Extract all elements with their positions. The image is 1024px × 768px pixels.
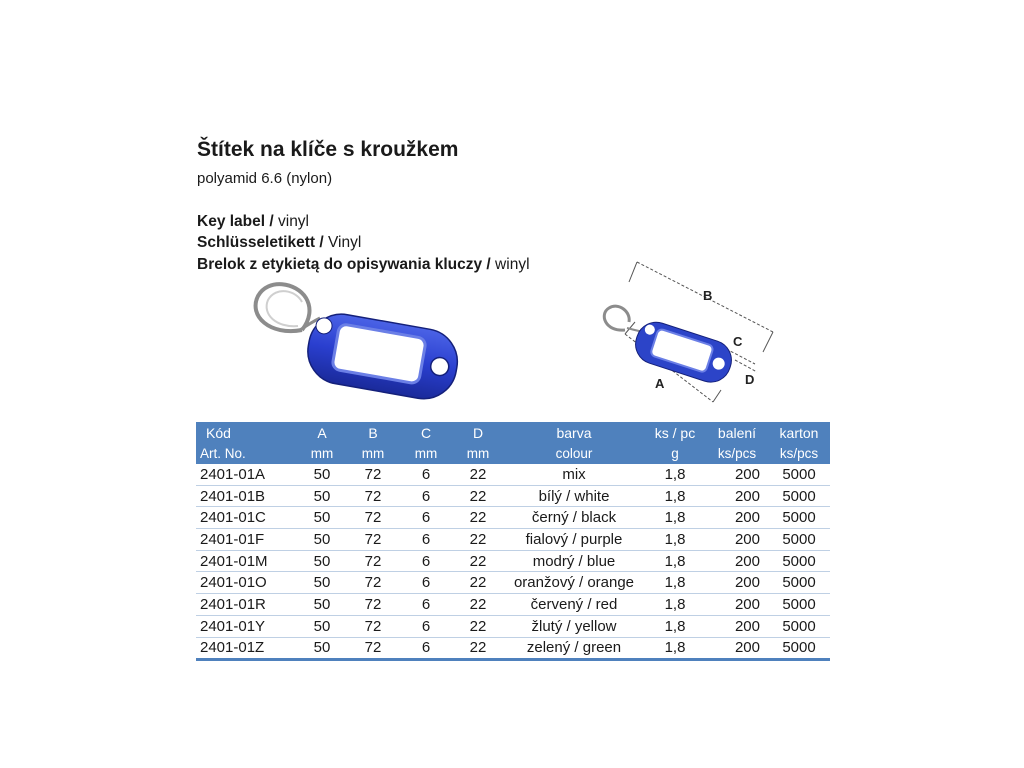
pack-cell: 200 — [734, 639, 760, 657]
col-subheader: mm — [346, 443, 400, 464]
pack-cell: 200 — [734, 552, 760, 570]
dim-c-cell: 6 — [421, 552, 431, 570]
table-row — [196, 637, 830, 660]
pack-cell: 200 — [734, 595, 760, 613]
col-subheader: mm — [298, 443, 346, 464]
colour-cell: fialový / purple — [525, 530, 623, 548]
table-row — [196, 572, 830, 594]
art-no-cell: 2401-01B — [200, 487, 266, 505]
dim-c-cell: 6 — [421, 595, 431, 613]
table-row — [196, 550, 830, 572]
weight-cell: 1,8 — [664, 465, 686, 483]
dim-c-cell: 6 — [421, 574, 431, 592]
art-no-cell: 2401-01O — [200, 574, 267, 592]
dim-d-cell: 22 — [469, 639, 487, 657]
art-no-cell: 2401-01M — [200, 552, 268, 570]
col-header: karton — [768, 422, 830, 443]
dim-c-cell: 6 — [421, 617, 431, 635]
language-label: Brelok z etykietą do opisywania kluczy / — [197, 256, 491, 273]
dim-b-cell: 72 — [364, 530, 382, 548]
language-material: vinyl — [273, 213, 310, 230]
col-subheader: Art. No. — [196, 443, 298, 464]
table-row — [196, 464, 830, 485]
dim-b-cell: 72 — [364, 617, 382, 635]
dimension-label-d: D — [745, 372, 755, 387]
art-no-cell: 2401-01A — [200, 465, 266, 483]
colour-cell: oranžový / orange — [513, 574, 635, 592]
art-no-cell: 2401-01F — [200, 530, 265, 548]
col-subheader: g — [644, 443, 706, 464]
dim-c-cell: 6 — [421, 509, 431, 527]
col-header: balení — [706, 422, 768, 443]
language-material: Vinyl — [323, 234, 362, 251]
colour-cell: červený / red — [530, 595, 618, 613]
language-line-de — [197, 234, 361, 252]
dim-a-cell: 50 — [313, 574, 331, 592]
pack-cell: 200 — [734, 509, 760, 527]
dimension-label-b: B — [703, 288, 713, 303]
colour-cell: žlutý / yellow — [531, 617, 617, 635]
col-subheader: colour — [504, 443, 644, 464]
dim-d-cell: 22 — [469, 617, 487, 635]
col-header: ks / pc — [644, 422, 706, 443]
key-tag-photo — [240, 276, 470, 411]
language-line-pl — [197, 256, 530, 274]
product-table — [196, 422, 830, 661]
art-no-cell: 2401-01Z — [200, 639, 265, 657]
carton-cell: 5000 — [782, 617, 816, 635]
art-no-cell: 2401-01Y — [200, 617, 266, 635]
product-material: polyamid 6.6 (nylon) — [197, 170, 333, 187]
table-row — [196, 615, 830, 637]
carton-cell: 5000 — [782, 487, 816, 505]
col-subheader: ks/pcs — [768, 443, 830, 464]
colour-cell: černý / black — [531, 509, 617, 527]
dim-c-cell: 6 — [421, 639, 431, 657]
dim-a-cell: 50 — [313, 465, 331, 483]
table-row — [196, 529, 830, 551]
colour-cell: zelený / green — [526, 639, 622, 657]
col-header: D — [452, 422, 504, 443]
carton-cell: 5000 — [782, 574, 816, 592]
dim-a-cell: 50 — [313, 552, 331, 570]
weight-cell: 1,8 — [664, 595, 686, 613]
dim-a-cell: 50 — [313, 487, 331, 505]
dim-d-cell: 22 — [469, 487, 487, 505]
col-header: C — [400, 422, 452, 443]
colour-cell: bílý / white — [538, 487, 610, 505]
dim-b-cell: 72 — [364, 574, 382, 592]
table-row — [196, 507, 830, 529]
dim-b-cell: 72 — [364, 639, 382, 657]
dim-c-cell: 6 — [421, 530, 431, 548]
col-header: B — [346, 422, 400, 443]
carton-cell: 5000 — [782, 465, 816, 483]
language-label: Key label / — [197, 213, 274, 230]
dim-d-cell: 22 — [469, 465, 487, 483]
weight-cell: 1,8 — [664, 487, 686, 505]
dim-d-cell: 22 — [469, 574, 487, 592]
dim-b-cell: 72 — [364, 595, 382, 613]
pack-cell: 200 — [734, 487, 760, 505]
dimension-label-a: A — [655, 376, 665, 391]
dim-a-cell: 50 — [313, 595, 331, 613]
table-row — [196, 485, 830, 507]
carton-cell: 5000 — [782, 509, 816, 527]
weight-cell: 1,8 — [664, 530, 686, 548]
art-no-cell: 2401-01R — [200, 595, 266, 613]
language-material: winyl — [490, 256, 530, 273]
col-subheader: ks/pcs — [706, 443, 768, 464]
col-subheader: mm — [400, 443, 452, 464]
pack-cell: 200 — [734, 530, 760, 548]
col-header: Kód — [196, 422, 298, 443]
weight-cell: 1,8 — [664, 552, 686, 570]
weight-cell: 1,8 — [664, 617, 686, 635]
table-row — [196, 594, 830, 616]
dim-c-cell: 6 — [421, 487, 431, 505]
dim-a-cell: 50 — [313, 509, 331, 527]
weight-cell: 1,8 — [664, 574, 686, 592]
dim-d-cell: 22 — [469, 595, 487, 613]
dim-a-cell: 50 — [313, 617, 331, 635]
carton-cell: 5000 — [782, 639, 816, 657]
carton-cell: 5000 — [782, 595, 816, 613]
dim-b-cell: 72 — [364, 552, 382, 570]
product-title: Štítek na klíče s kroužkem — [197, 138, 459, 161]
colour-cell: modrý / blue — [532, 552, 616, 570]
dim-d-cell: 22 — [469, 552, 487, 570]
dimension-diagram — [595, 252, 785, 412]
table-header-row — [196, 443, 830, 464]
dim-a-cell: 50 — [313, 530, 331, 548]
language-line-en — [197, 213, 309, 231]
weight-cell: 1,8 — [664, 509, 686, 527]
pack-cell: 200 — [734, 465, 760, 483]
dim-b-cell: 72 — [364, 487, 382, 505]
carton-cell: 5000 — [782, 552, 816, 570]
carton-cell: 5000 — [782, 530, 816, 548]
col-subheader: mm — [452, 443, 504, 464]
dim-d-cell: 22 — [469, 509, 487, 527]
col-header: barva — [504, 422, 644, 443]
dimension-label-c: C — [733, 334, 743, 349]
dim-c-cell: 6 — [421, 465, 431, 483]
weight-cell: 1,8 — [664, 639, 686, 657]
colour-cell: mix — [562, 465, 586, 483]
pack-cell: 200 — [734, 617, 760, 635]
table-header-row — [196, 422, 830, 443]
pack-cell: 200 — [734, 574, 760, 592]
dim-b-cell: 72 — [364, 465, 382, 483]
language-label: Schlüsseletikett / — [197, 234, 324, 251]
art-no-cell: 2401-01C — [200, 509, 266, 527]
dim-a-cell: 50 — [313, 639, 331, 657]
dim-d-cell: 22 — [469, 530, 487, 548]
col-header: A — [298, 422, 346, 443]
dim-b-cell: 72 — [364, 509, 382, 527]
